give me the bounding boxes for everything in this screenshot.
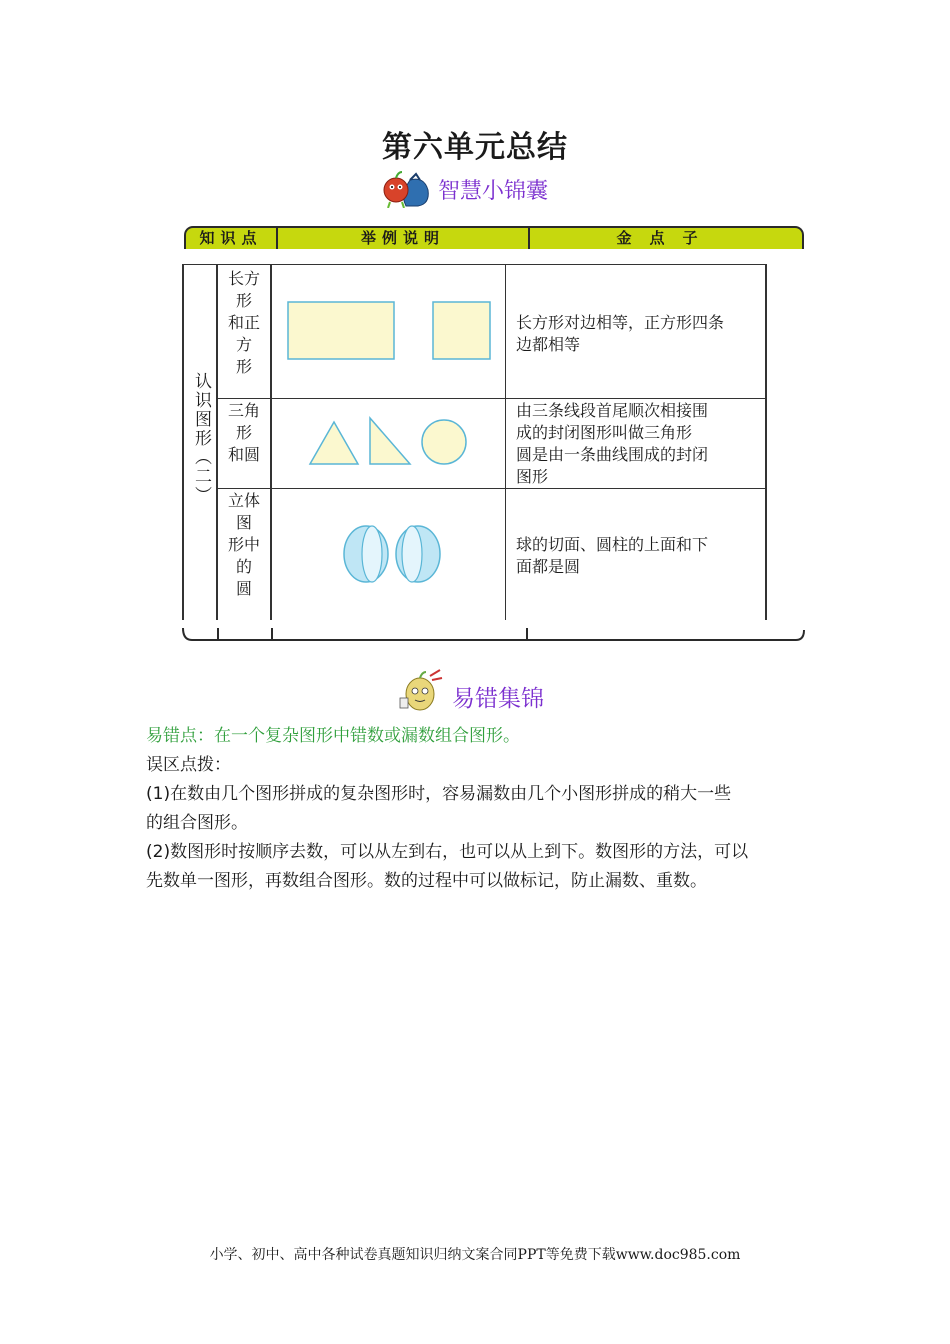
tip-line: 图形	[516, 467, 549, 486]
topic-line: 的	[235, 557, 252, 576]
tip-line: 由三条线段首尾顺次相接围	[516, 401, 709, 420]
hemisphere-figure	[332, 522, 452, 586]
hint-2-line-1: (2)数图形时按顺序去数，可以从左到右，也可以从上到下。数图形的方法，可以	[146, 842, 749, 862]
table-bottom-bracket	[182, 620, 806, 644]
tip-line: 成的封闭图形叫做三角形	[516, 423, 693, 442]
topic-line: 方	[235, 335, 252, 354]
hint-2-line-2: 先数单一图形，再数组合图形。数的过程中可以做标记，防止漏数、重数。	[146, 871, 707, 891]
hint-title: 误区点拨：	[146, 755, 231, 775]
topic-solid-circle	[218, 490, 270, 600]
table-border	[270, 264, 272, 620]
table-header	[184, 226, 804, 249]
footer-text: 小学、初中、高中各种试卷真题知识归纳文案合同PPT等免费下载www.doc985.com	[209, 1247, 741, 1263]
apple-bag-icon	[380, 168, 432, 208]
table-border	[216, 488, 767, 489]
tip-line: 面都是圆	[516, 557, 581, 576]
topic-line: 形	[235, 291, 252, 310]
table-border	[216, 398, 767, 399]
triangle-shape	[310, 422, 358, 464]
tip-solid-circle	[516, 534, 756, 578]
knowledge-table	[182, 264, 768, 620]
triangle-circle-figure	[282, 410, 497, 470]
square-shape	[433, 302, 490, 359]
topic-line: 和圆	[227, 445, 260, 464]
topic-line: 长方	[227, 269, 260, 288]
table-border	[765, 264, 767, 620]
mistakes-heading	[396, 668, 616, 716]
topic-line: 形	[235, 423, 252, 442]
tip-rect-square	[516, 312, 756, 356]
table-border	[505, 264, 506, 620]
topic-line: 图	[235, 513, 252, 532]
right-triangle-shape	[370, 418, 410, 464]
tip-triangle-circle	[516, 400, 756, 488]
topic-line: 和正	[227, 313, 260, 332]
header-knowledge-point: 知识点	[199, 229, 263, 247]
rectangle-square-figure	[282, 294, 497, 364]
hint-1-line-2: 的组合图形。	[146, 813, 248, 833]
wisdom-tips-heading	[380, 168, 640, 208]
topic-line: 形中	[227, 535, 260, 554]
header-example: 举例说明	[360, 229, 445, 247]
pear-mascot-icon	[396, 668, 444, 714]
page-title: 第六单元总结	[382, 130, 568, 165]
tip-line: 长方形对边相等，正方形四条	[516, 313, 725, 332]
topic-line: 立体	[227, 491, 260, 510]
section-title: 易错集锦	[452, 686, 544, 712]
tip-line: 圆是由一条曲线围成的封闭	[516, 445, 709, 464]
tip-line: 球的切面、圆柱的上面和下	[516, 535, 709, 554]
tip-line: 边都相等	[516, 335, 581, 354]
category-label: 认识图形（二）	[191, 372, 211, 505]
topic-line: 三角	[227, 401, 260, 420]
circle-shape	[422, 420, 466, 464]
header-tips: 金点子	[616, 229, 716, 247]
table-border	[182, 264, 184, 620]
topic-triangle-circle	[218, 400, 270, 466]
topic-rect-square	[218, 268, 270, 378]
section-title: 智慧小锦囊	[438, 179, 549, 204]
hint-1-line-1: (1)在数由几个图形拼成的复杂图形时，容易漏数由几个小图形拼成的稍大一些	[146, 784, 732, 804]
topic-line: 圆	[235, 579, 252, 598]
mistake-point: 易错点：在一个复杂图形中错数或漏数组合图形。	[146, 726, 520, 746]
table-border	[182, 264, 767, 265]
rectangle-shape	[288, 302, 394, 359]
topic-line: 形	[235, 357, 252, 376]
